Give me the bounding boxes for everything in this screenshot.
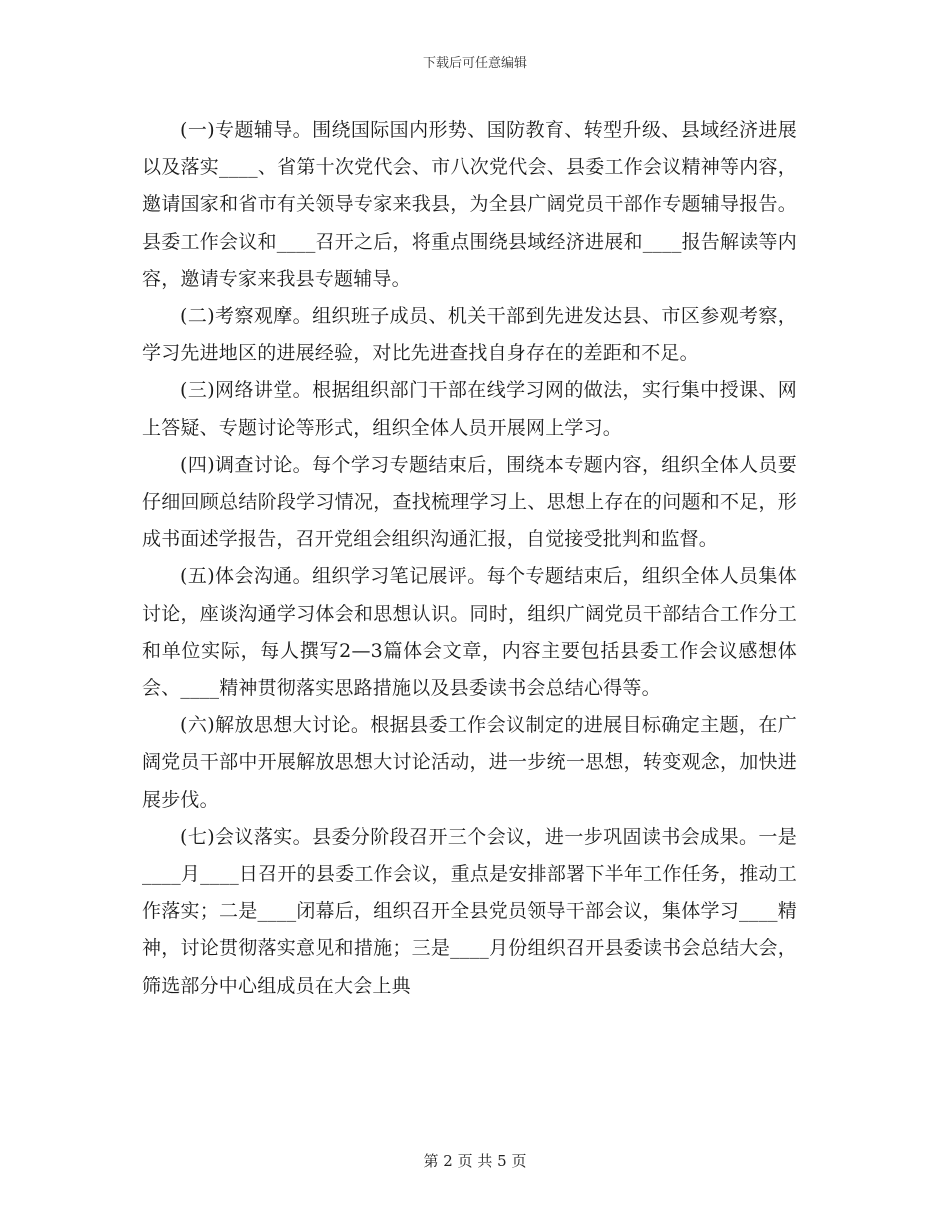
paragraph-emancipate-mind: (六)解放思想大讨论。根据县委工作会议制定的进展目标确定主题，在广阔党员干部中开展解放思想大讨论活动，进一步统一思想，转变观念，加快进展步伐。 [142,714,797,811]
paragraph-special-guidance: (一)专题辅导。围绕国际国内形势、国防教育、转型升级、县域经济进展以及落实____、省第十次党代会、市八次党代会、县委工作会议精神等内容，邀请国家和省市有关领导专家来我县，为全县广阔党员干部作专题辅导报告。县委工作会议和____召开之后，将重点围绕县域经济进展和____报告解读等内容，邀请专家来我县专题辅导。 [142,119,797,290]
document-body [142,112,797,1005]
page-header: 下载后可任意编辑 [422,56,527,71]
paragraph-meeting-implementation: (七)会议落实。县委分阶段召开三个会议，进一步巩固读书会成果。一是____月____日召开的县委工作会议，重点是安排部署下半年工作任务，推动工作落实；二是____闭幕后，组织召开全县党员领导干部会议，集体学习____精神，讨论贯彻落实意见和措施；三是____月份组织召开县委读书会总结大会，筛选部分中心组成员在大会上典 [142,825,797,997]
paragraph-survey-discussion: (四)调查讨论。每个学习专题结束后，围绕本专题内容，组织全体人员要仔细回顾总结阶段学习情况，查找梳理学习上、思想上存在的问题和不足，形成书面述学报告，召开党组会组织沟通汇报，自觉接受批判和监督。 [142,453,797,551]
paragraph-experience-exchange: (五)体会沟通。组织学习笔记展评。每个专题结束后，组织全体人员集体讨论，座谈沟通学习体会和思想认识。同时，组织广阔党员干部结合工作分工和单位实际，每人撰写2—3篇体会文章，内容主要包括县委工作会议感想体会、____精神贯彻落实思路措施以及县委读书会总结心得等。 [142,565,797,700]
paragraph-inspection-visit: (二)考察观摩。组织班子成员、机关干部到先进发达县、市区参观考察，学习先进地区的进展经验，对比先进查找自身存在的差距和不足。 [142,305,797,365]
page-footer: 第 2 页 共 5 页 [423,1152,527,1170]
paragraph-online-lecture: (三)网络讲堂。根据组织部门干部在线学习网的做法，实行集中授课、网上答疑、专题讨论等形式，组织全体人员开展网上学习。 [142,379,797,439]
